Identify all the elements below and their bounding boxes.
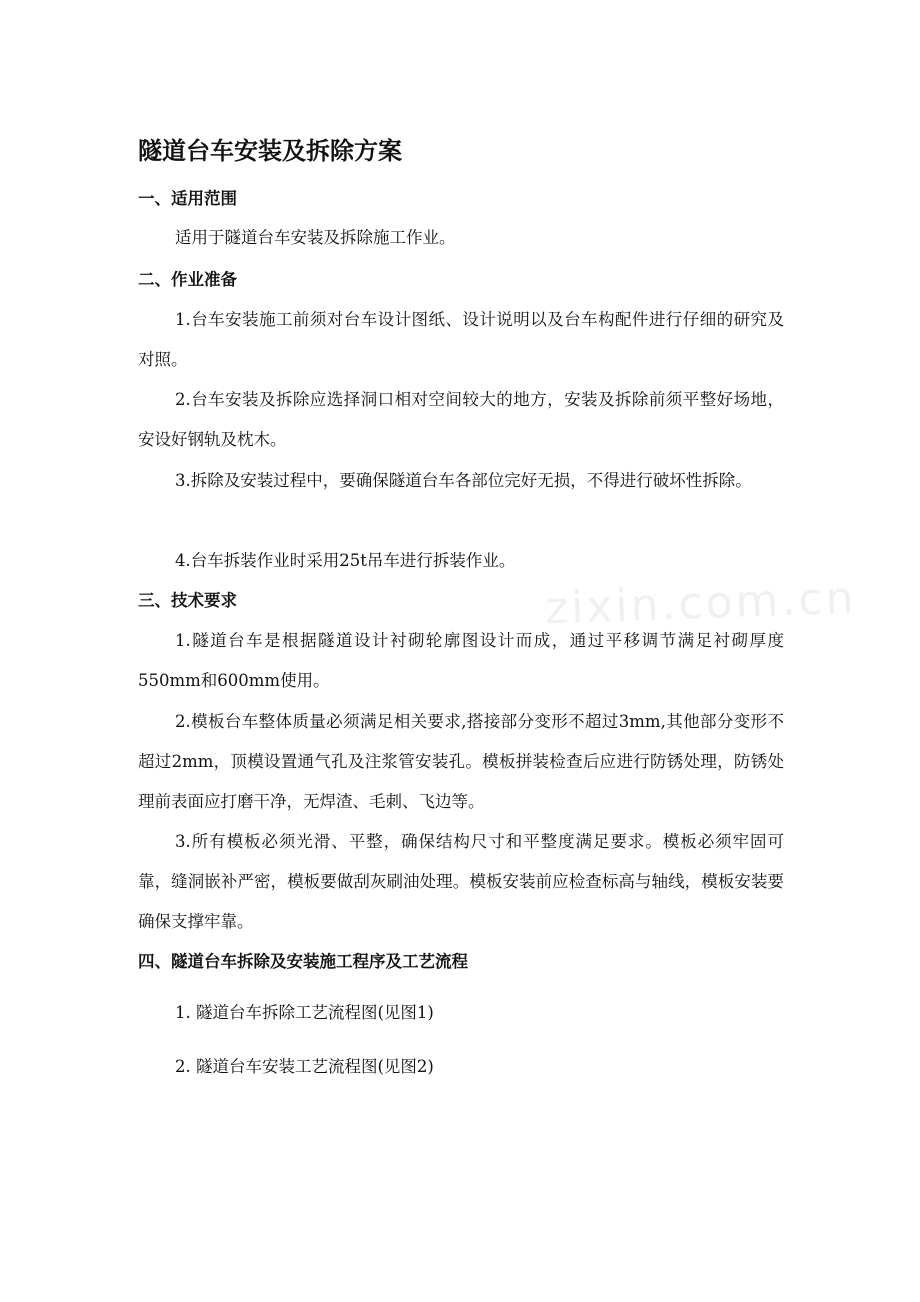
paragraph-technical-3: 3.所有模板必须光滑、平整，确保结构尺寸和平整度满足要求。模板必须牢固可靠，缝洞嵌补严密，模板要做刮灰刷油处理。模板安装前应检查标高与轴线，模板安装要确保支撑牢靠。: [138, 832, 784, 931]
paragraph-scope: 适用于隧道台车安装及拆除施工作业。: [175, 228, 456, 247]
section-heading-scope: 一、适用范围: [138, 189, 237, 208]
paragraph-preparation-1: 1.台车安装施工前须对台车设计图纸、设计说明以及台车构配件进行仔细的研究及对照。: [138, 310, 784, 369]
watermark: zixin.com.cn: [544, 572, 858, 635]
paragraph-technical-2: 2.模板台车整体质量必须满足相关要求,搭接部分变形不超过3mm,其他部分变形不超过2mm，顶模设置通气孔及注浆管安装孔。模板拼装检查后应进行防锈处理，防锈处理前表面应打磨干净，无焊渣、毛刺、飞边等。: [138, 712, 784, 811]
paragraph-preparation-3: 3.拆除及安装过程中，要确保隧道台车各部位完好无损，不得进行破坏性拆除。: [175, 471, 752, 490]
paragraph-technical-1: 1.隧道台车是根据隧道设计衬砌轮廓图设计而成，通过平移调节满足衬砌厚度550mm和600mm使用。: [138, 631, 784, 690]
list-item-dismantle-flowchart: 1. 隧道台车拆除工艺流程图(见图1): [175, 1003, 434, 1022]
list-item-install-flowchart: 2. 隧道台车安装工艺流程图(见图2): [175, 1057, 434, 1076]
paragraph-preparation-2: 2.台车安装及拆除应选择洞口相对空间较大的地方，安装及拆除前须平整好场地，安设好钢轨及枕木。: [138, 390, 784, 449]
section-heading-procedure: 四、隧道台车拆除及安装施工程序及工艺流程: [138, 952, 468, 971]
section-heading-preparation: 二、作业准备: [138, 270, 237, 289]
paragraph-preparation-4: 4.台车拆装作业时采用25t吊车进行拆装作业。: [175, 551, 516, 570]
document-title: 隧道台车安装及拆除方案: [138, 137, 402, 165]
section-heading-technical: 三、技术要求: [138, 591, 237, 610]
